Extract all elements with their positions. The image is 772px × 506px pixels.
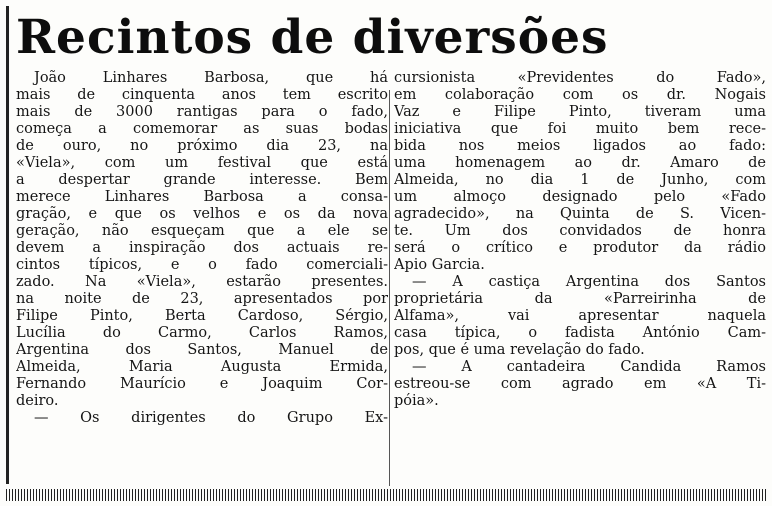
text-line: deiro. (16, 393, 59, 409)
text-line: — A castiça Argentina dos Santos (412, 274, 766, 290)
text-line: mais de 3000 rantigas para o fado, (16, 104, 388, 120)
text-line: — Os dirigentes do Grupo Ex- (34, 410, 388, 426)
text-line: estreou-se com agrado em «A Ti- (394, 376, 766, 392)
text-line: póia». (394, 393, 439, 409)
text-line: geração, não esqueçam que a ele se (16, 223, 388, 239)
headline: Recintos de diversões (16, 10, 609, 65)
text-line: Almeida, Maria Augusta Ermida, (16, 359, 388, 375)
text-line: Almeida, no dia 1 de Junho, com (394, 172, 766, 188)
text-line: Ápio Garcia. (394, 257, 485, 273)
bottom-border-rule (6, 489, 768, 501)
text-line: na noite de 23, apresentados por (16, 291, 388, 307)
text-line: Vaz e Filipe Pinto, tiveram uma (394, 104, 766, 120)
left-column (16, 70, 388, 427)
text-line: bida nos meios ligados ao fado: (394, 138, 766, 154)
text-line: proprietária da «Parreirinha de (394, 291, 766, 307)
text-line: casa típica, o fadista António Cam- (394, 325, 766, 341)
text-line: «Viela», com um festival que está (16, 155, 388, 171)
text-line: pos, que é uma revelação do fado. (394, 342, 645, 358)
text-line: cursionista «Previdentes do Fado», (394, 70, 766, 86)
column-divider (389, 90, 390, 486)
text-line: Fernando Maurício e Joaquim Cor- (16, 376, 388, 392)
text-line: mais de cinquenta anos tem escrito (16, 87, 388, 103)
text-line: de ouro, no próximo dia 23, na (16, 138, 388, 154)
text-line: em colaboração com os dr. Nogais (394, 87, 766, 103)
text-line: Lucília do Carmo, Carlos Ramos, (16, 325, 388, 341)
text-line: começa a comemorar as suas bodas (16, 121, 388, 137)
text-line: será o crítico e produtor da rádio (394, 240, 766, 256)
text-line: devem a inspiração dos actuais re- (16, 240, 388, 256)
text-line: gração, e que os velhos e os da nova (16, 206, 388, 222)
text-line: cintos típicos, e o fado comerciali- (16, 257, 388, 273)
text-line: João Linhares Barbosa, que há (34, 70, 388, 86)
text-line: a despertar grande interesse. Bem (16, 172, 388, 188)
text-line: Argentina dos Santos, Manuel de (16, 342, 388, 358)
text-line: merece Linhares Barbosa a consa- (16, 189, 388, 205)
text-line: — A cantadeira Candida Ramos (412, 359, 766, 375)
text-line: zado. Na «Viela», estarão presentes. (16, 274, 388, 290)
text-line: te. Um dos convidados de honra (394, 223, 766, 239)
right-column (394, 70, 766, 410)
text-line: iniciativa que foi muito bem rece- (394, 121, 766, 137)
text-line: uma homenagem ao dr. Amaro de (394, 155, 766, 171)
text-line: agradecido», na Quinta de S. Vicen- (394, 206, 766, 222)
text-line: Alfama», vai apresentar naquela (394, 308, 766, 324)
text-line: Filipe Pinto, Berta Cardoso, Sérgio, (16, 308, 388, 324)
left-border-rule (6, 6, 9, 484)
text-line: um almoço designado pelo «Fado (394, 189, 766, 205)
